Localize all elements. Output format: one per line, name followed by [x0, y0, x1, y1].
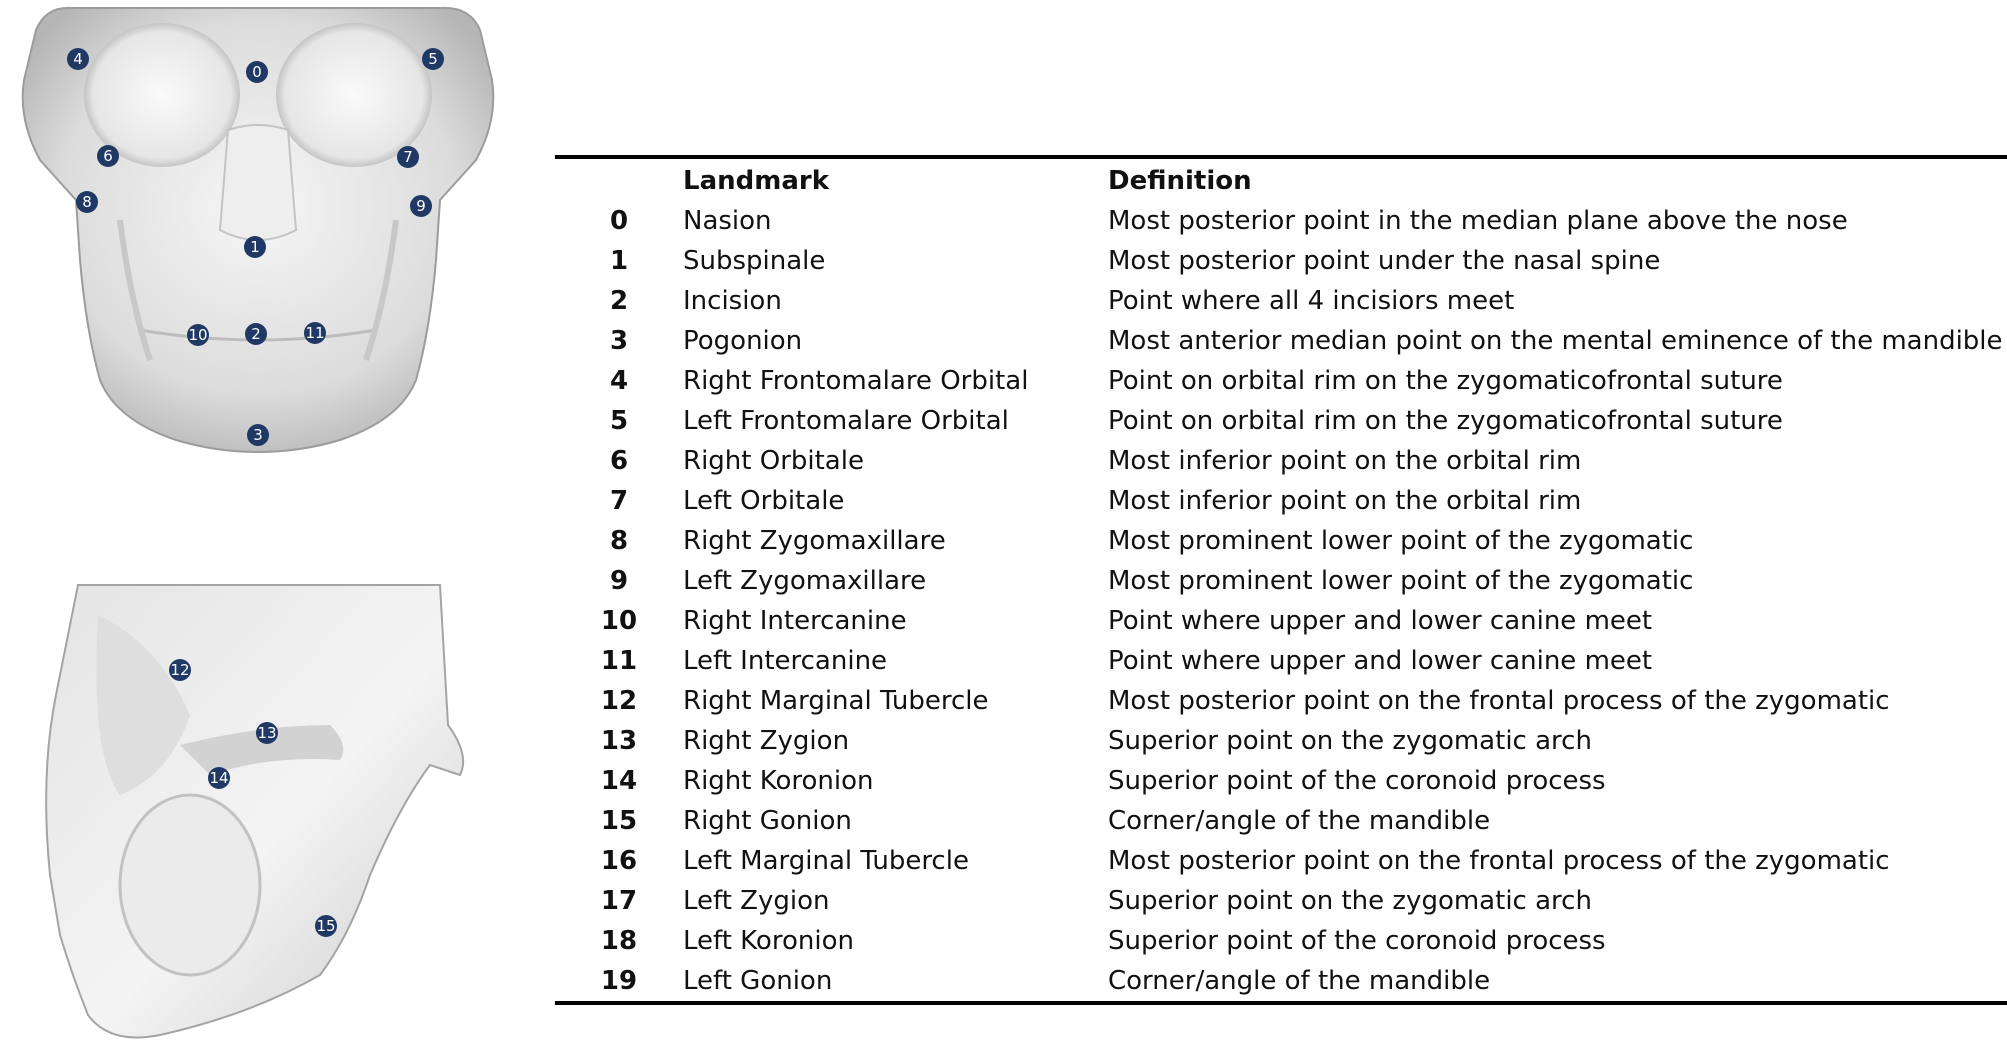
- landmark-definition: Most posterior point on the frontal process of the zygomatic: [1108, 686, 1890, 716]
- svg-text:13: 13: [257, 724, 277, 742]
- landmark-definition: Superior point of the coronoid process: [1108, 926, 1606, 956]
- landmark-definition: Point where upper and lower canine meet: [1108, 606, 1653, 636]
- lateral-skull-shape: [46, 585, 463, 1038]
- landmark-definition: Corner/angle of the mandible: [1108, 806, 1491, 836]
- landmark-index: 5: [609, 406, 629, 436]
- landmark-marker: [244, 236, 266, 258]
- svg-text:8: 8: [82, 193, 92, 211]
- landmark-index: 6: [609, 446, 629, 476]
- svg-text:7: 7: [403, 148, 413, 166]
- landmark-name: Right Orbitale: [683, 446, 864, 476]
- landmark-marker: [76, 191, 98, 213]
- landmark-name: Right Marginal Tubercle: [683, 686, 989, 716]
- landmark-marker: [256, 722, 278, 744]
- landmark-definition: Point on orbital rim on the zygomaticofrontal suture: [1108, 406, 1783, 436]
- svg-text:1: 1: [250, 238, 260, 256]
- landmark-name: Right Zygomaxillare: [683, 526, 946, 556]
- svg-text:10: 10: [188, 326, 208, 344]
- landmark-marker: [169, 659, 191, 681]
- table-row: [555, 441, 2007, 481]
- landmark-index: 18: [600, 926, 638, 956]
- landmark-name: Pogonion: [683, 326, 803, 356]
- landmark-name: Incision: [683, 286, 782, 316]
- svg-text:4: 4: [73, 50, 83, 68]
- table-row: [555, 761, 2007, 801]
- landmark-marker: [422, 48, 444, 70]
- landmark-marker: [187, 324, 209, 346]
- table-row: [555, 601, 2007, 641]
- landmark-name: Nasion: [683, 206, 772, 236]
- table-row: [555, 241, 2007, 281]
- landmark-definition: Most posterior point on the frontal process of the zygomatic: [1108, 846, 1890, 876]
- landmark-name: Subspinale: [683, 246, 826, 276]
- landmark-index: 2: [609, 286, 629, 316]
- table-row: [555, 481, 2007, 521]
- table-row: [555, 521, 2007, 561]
- definition-column-header: Definition: [1108, 166, 1252, 196]
- landmark-index: 13: [600, 726, 638, 756]
- svg-text:15: 15: [316, 917, 336, 935]
- landmark-marker: [208, 767, 230, 789]
- landmark-name: Right Zygion: [683, 726, 850, 756]
- svg-text:0: 0: [252, 63, 262, 81]
- svg-text:2: 2: [251, 325, 261, 343]
- landmark-name: Left Marginal Tubercle: [683, 846, 969, 876]
- svg-text:6: 6: [103, 147, 113, 165]
- landmark-name: Left Orbitale: [683, 486, 845, 516]
- landmark-definition: Corner/angle of the mandible: [1108, 966, 1491, 996]
- table-row: [555, 681, 2007, 721]
- landmark-name: Left Gonion: [683, 966, 833, 996]
- landmark-definition: Most posterior point under the nasal spine: [1108, 246, 1661, 276]
- landmark-index: 16: [600, 846, 638, 876]
- table-header-row: [555, 157, 2007, 201]
- landmark-definition: Point where upper and lower canine meet: [1108, 646, 1653, 676]
- table-row: [555, 841, 2007, 881]
- landmark-definition: Point where all 4 incisiors meet: [1108, 286, 1515, 316]
- landmark-table: [555, 155, 2007, 1005]
- landmark-index: 7: [609, 486, 629, 516]
- landmark-marker: [97, 145, 119, 167]
- landmark-definition: Point on orbital rim on the zygomaticofrontal suture: [1108, 366, 1783, 396]
- landmark-name: Left Zygomaxillare: [683, 566, 927, 596]
- svg-text:9: 9: [416, 197, 426, 215]
- landmark-name: Left Koronion: [683, 926, 854, 956]
- landmark-definition: Superior point on the zygomatic arch: [1108, 726, 1592, 756]
- landmark-index: 8: [609, 526, 629, 556]
- landmark-name: Left Intercanine: [683, 646, 888, 676]
- landmark-marker: [246, 61, 268, 83]
- frontal-skull-view: [0, 0, 520, 570]
- table-row: [555, 961, 2007, 1003]
- table-body: [555, 201, 2007, 1003]
- landmark-marker: [67, 48, 89, 70]
- landmark-name: Left Zygion: [683, 886, 830, 916]
- landmark-marker: [245, 323, 267, 345]
- landmark-definition: Superior point of the coronoid process: [1108, 766, 1606, 796]
- landmark-definition: Superior point on the zygomatic arch: [1108, 886, 1592, 916]
- table-row: [555, 881, 2007, 921]
- svg-text:12: 12: [170, 661, 190, 679]
- svg-text:11: 11: [305, 324, 325, 342]
- landmark-definition: Most prominent lower point of the zygomatic: [1108, 566, 1694, 596]
- lateral-skull-view: [0, 575, 520, 1044]
- table-row: [555, 401, 2007, 441]
- landmark-definition: Most anterior median point on the mental eminence of the mandible: [1108, 326, 2003, 356]
- landmark-definition: Most inferior point on the orbital rim: [1108, 486, 1582, 516]
- landmark-index: 9: [609, 566, 629, 596]
- landmark-marker: [410, 195, 432, 217]
- table-row: [555, 201, 2007, 241]
- landmark-definition: Most posterior point in the median plane above the nose: [1108, 206, 1848, 236]
- landmark-marker: [397, 146, 419, 168]
- table-row: [555, 721, 2007, 761]
- landmark-index: 15: [600, 806, 638, 836]
- table-row: [555, 801, 2007, 841]
- landmark-name: Right Frontomalare Orbital: [683, 366, 1029, 396]
- landmark-name: Left Frontomalare Orbital: [683, 406, 1009, 436]
- landmark-name: Right Gonion: [683, 806, 852, 836]
- landmark-index: 0: [609, 206, 629, 236]
- svg-text:5: 5: [428, 50, 438, 68]
- landmark-index: 11: [600, 646, 638, 676]
- landmark-index: 4: [609, 366, 629, 396]
- landmark-index: 3: [609, 326, 629, 356]
- landmark-definition: Most prominent lower point of the zygomatic: [1108, 526, 1694, 556]
- svg-text:3: 3: [253, 426, 263, 444]
- landmark-index: 17: [600, 886, 638, 916]
- table-row: [555, 641, 2007, 681]
- landmark-name: Right Intercanine: [683, 606, 907, 636]
- index-column-header: [555, 157, 683, 201]
- table-row: [555, 281, 2007, 321]
- landmark-definition: Most inferior point on the orbital rim: [1108, 446, 1582, 476]
- landmark-column-header: Landmark: [683, 166, 829, 196]
- landmark-marker: [247, 424, 269, 446]
- landmark-name: Right Koronion: [683, 766, 874, 796]
- landmark-index: 19: [600, 966, 638, 996]
- landmark-marker: [304, 322, 326, 344]
- table-row: [555, 321, 2007, 361]
- landmark-index: 14: [600, 766, 638, 796]
- landmark-index: 10: [600, 606, 638, 636]
- table-row: [555, 561, 2007, 601]
- landmark-marker: [315, 915, 337, 937]
- landmark-index: 1: [609, 246, 629, 276]
- table-row: [555, 921, 2007, 961]
- table-row: [555, 361, 2007, 401]
- svg-text:14: 14: [209, 769, 229, 787]
- landmark-index: 12: [600, 686, 638, 716]
